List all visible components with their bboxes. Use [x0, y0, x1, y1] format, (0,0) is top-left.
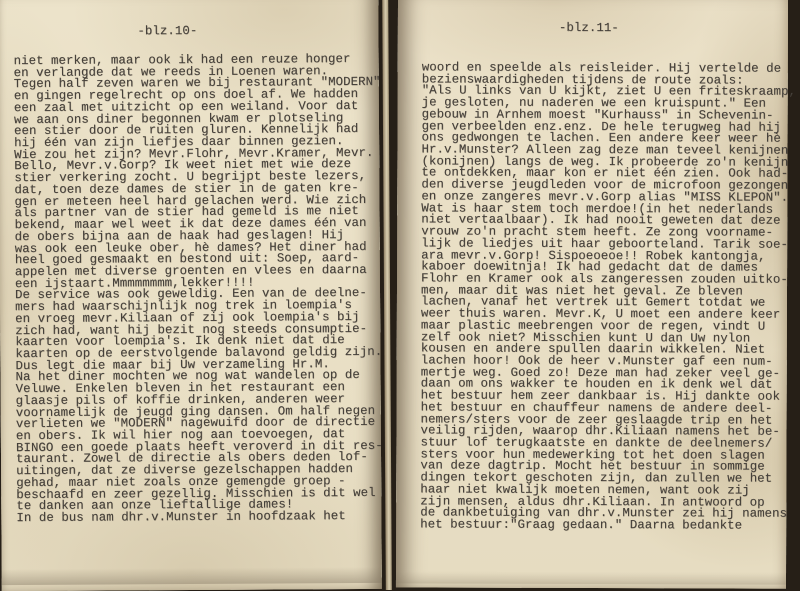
text-line: lijk de liedjes uit haar geboorteland. Tarik soe-	[421, 236, 788, 252]
text-line: men, maar dit was niet het geval. Ze bleven	[420, 283, 743, 299]
text-line: Wat is haar stem toch merdoe!(in het nederlands	[421, 201, 774, 217]
text-line: gebouw in Arnhem moest "Kurhauss" in Schevenin-	[421, 107, 774, 123]
text-line: een ijstaart.Mmmmmmmm,lekker!!!!	[14, 275, 255, 291]
text-line: lachen hoor! Ook de heer v.Munster gaf een num-	[420, 353, 773, 369]
text-line: niet merken, maar ook ik had een reuze honger	[13, 52, 351, 69]
text-line: vrouw zo'n pracht stem heeft. Ze zong voorname-	[421, 224, 774, 240]
text-line: zich had, want hij bezit nog steeds consumptie-	[15, 321, 368, 338]
text-line: bezienswaardigheden tijdens de route zoals:	[421, 72, 744, 88]
text-line: en obers. Ik wil hier nog aan toevoegen, dat	[15, 427, 346, 444]
text-line: Na het diner mochten we nog wat wandelen op de	[15, 368, 360, 385]
text-line: mers had waarschijnlijk nog trek in loempia's	[15, 298, 352, 315]
text-line: we aan ons diner begonnen kwam er plotseling	[13, 110, 344, 127]
text-line: stuur lof terugkaatste en dankte de deelnemers/	[420, 435, 773, 451]
text-line: je gesloten, nu naderen we een kruispunt." Een	[421, 95, 767, 111]
text-line: te ontdekken, maar kon er niet één zien. Ook had-	[421, 165, 789, 182]
text-line: (konijnen) langs de weg. Ik probeerde zo'n kenijn	[421, 154, 789, 170]
text-line: dingen tekort geschoten zijn, dan zullen we het	[420, 470, 773, 486]
text-line: beschaafd en zeer gezellig. Misschien is dit wel	[16, 485, 376, 502]
text-line: nemers/sters voor de zeer geslaagde trip en het	[420, 411, 773, 428]
text-line: het bestuur:"Graag gedaan." Daarna bedankte	[420, 517, 743, 533]
text-line: mertje weg. Goed zo! Deze man had zeker veel ge-	[420, 365, 781, 381]
text-line: gehad, maar niet zoals onze gemengde groep -	[16, 473, 346, 490]
text-line: zijn mensen, aldus dhr.Kiliaan. In antwoord op	[420, 493, 765, 510]
text-line: haar niet kwalijk moeten nemen, want ook zij	[420, 482, 750, 498]
text-line: uitingen, dat ze diverse gezelschappen hadden	[16, 462, 353, 479]
text-line: kaarten op de eerstvolgende balavond geldig zijn.	[15, 344, 383, 362]
page-text-left	[14, 54, 384, 525]
page-number-left: -blz.10-	[137, 23, 198, 39]
text-line: appelen met diverse groenten en vlees en daarna	[14, 262, 367, 280]
text-line: het bestuur hem zeer dankbaar is. Hij dankte ook	[420, 388, 780, 404]
text-line: van deze dagtrip. Mocht het bestuur in sommige	[420, 458, 765, 475]
text-line: en verlangde dat we reeds in Loenen waren.	[13, 63, 329, 80]
page-text-right	[420, 62, 796, 532]
text-line: kousen en andere spullen daarin wikkelen. Niet	[420, 341, 766, 357]
page-number-right: -blz.11-	[558, 20, 619, 36]
text-line: en vroeg mevr.Kiliaan of zij ook loempia's bij	[15, 309, 360, 326]
text-line: De service was ook geweldig. Een van de deelne-	[14, 286, 367, 303]
text-line: niet vertaalbaar). Ik had nooit geweten dat deze	[421, 212, 781, 229]
text-line: zelf ook niet? Misschien kunt U dan Uw nylon	[420, 329, 751, 346]
text-line: Flohr en Kramer ook als zangeressen zouden uitko-	[421, 271, 788, 287]
text-line: heel goed gesmaakt en bestond uit: Soep, aard-	[14, 251, 360, 268]
text-line: de dankbetuiging van dhr.v.Munster zei hij namens	[420, 505, 788, 521]
text-line: dat, toen deze dames de stier in de gaten kre-	[14, 180, 359, 197]
text-line: stier verkering zocht. U begrijpt beste lezers,	[14, 169, 367, 186]
text-line: woord en speelde als reisleider. Hij vertelde de	[421, 60, 782, 76]
text-line: en gingen regelrecht op ons doel af. We hadden	[13, 87, 359, 104]
text-line: verlieten we "MODERN" nagewuifd door de directie	[15, 415, 376, 432]
text-line: voornamelijk de jeugd ging dansen. Om half negen	[15, 403, 376, 420]
text-line: glaasje pils of koffie drinken, anderen weer	[15, 391, 346, 408]
text-line: als partner van de stier had gemeld is me niet	[14, 204, 359, 221]
text-line: ons gedwongen te lachen. Een andere keer weer hè	[421, 130, 781, 146]
text-line: het bestuur en chauffeur namens de andere deel-	[420, 400, 773, 416]
text-line: daan om ons wakker te houden en ik denk wel dat	[420, 376, 773, 393]
text-line: Tegen half zeven waren we bij restaurant "MODERN"	[13, 75, 381, 92]
text-line: Dus legt die maar bij Uw verzameling Hr.M.	[15, 356, 330, 373]
text-line: te danken aan onze lieftallige dames!	[16, 497, 294, 514]
text-line: In de bus nam dhr.v.Munster in hoofdzaak het	[16, 509, 346, 526]
text-line: hij één van zijn liefjes daar binnen gezien.	[14, 134, 344, 151]
text-line: "Als U links van U kijkt, ziet U een friteskraamp,	[421, 83, 797, 100]
text-line: gen verbeelden enz.enz. De hele terugweg had hij	[421, 118, 781, 135]
text-line: bekend, maar wel weet ik dat deze dames één van	[14, 215, 367, 233]
text-line: de obers bijna aan de haak had geslagen! Hij	[14, 227, 345, 244]
text-line: en onze zangeres mevr.v.Gorp alias "MISS KLEPON".	[421, 189, 789, 205]
text-line: Bello, Mevr.v.Gorp? Ik weet niet met wie deze	[14, 157, 352, 174]
text-line: maar plastic meebrengen voor de regen, vindt U	[420, 318, 766, 334]
text-line: ara mevr.v.Gorp! Sispoeoeoe!! Robek kantongja,	[421, 247, 766, 264]
book-gutter-edge	[382, 0, 392, 590]
text-line: was ook een leuke ober, hè dames? Het diner had	[14, 239, 367, 256]
text-line: gen er meteen heel hard gelachen werd. Wie zich	[14, 192, 367, 209]
text-line: kaarten voor loempia's. Ik denk niet dat die	[15, 333, 345, 350]
text-line: sters voor hun medewerking tot het doen slagen	[420, 447, 765, 463]
text-line: veilig rijden, waarop dhr.Kiliaan namens het be-	[420, 423, 780, 439]
text-line: kaboer doewitnja! Ik had gedacht dat de dames	[421, 259, 758, 275]
text-line: een zaal met uitzicht op een weiland. Voor dat	[13, 98, 359, 115]
text-line: weer thuis waren. Mevr.K, U moet een andere keer	[420, 306, 781, 322]
text-line: lachen, vanaf het vertrek uit Gemert totdat we	[420, 294, 766, 310]
scanned-page-right	[396, 0, 797, 589]
text-line: Veluwe. Enkelen bleven in het restaurant een	[15, 380, 346, 397]
text-line: Wie zou het zijn? Mevr.Flohr, Mevr.Kramer, Mevr.	[14, 145, 374, 162]
text-line: taurant. Zowel de directie als obers deden lof-	[15, 450, 368, 467]
text-line: Hr.v.Munster? Alleen zag deze man teveel kenijnen	[421, 142, 789, 158]
text-line: den diverse jeugdleden voor de microfoon gezongen	[421, 177, 789, 193]
scanned-page-left	[0, 0, 382, 591]
text-line: BINGO een goede plaats heeft veroverd in dit res-	[15, 438, 383, 455]
text-line: een stier door de ruiten gluren. Kennelijk had	[13, 122, 359, 139]
